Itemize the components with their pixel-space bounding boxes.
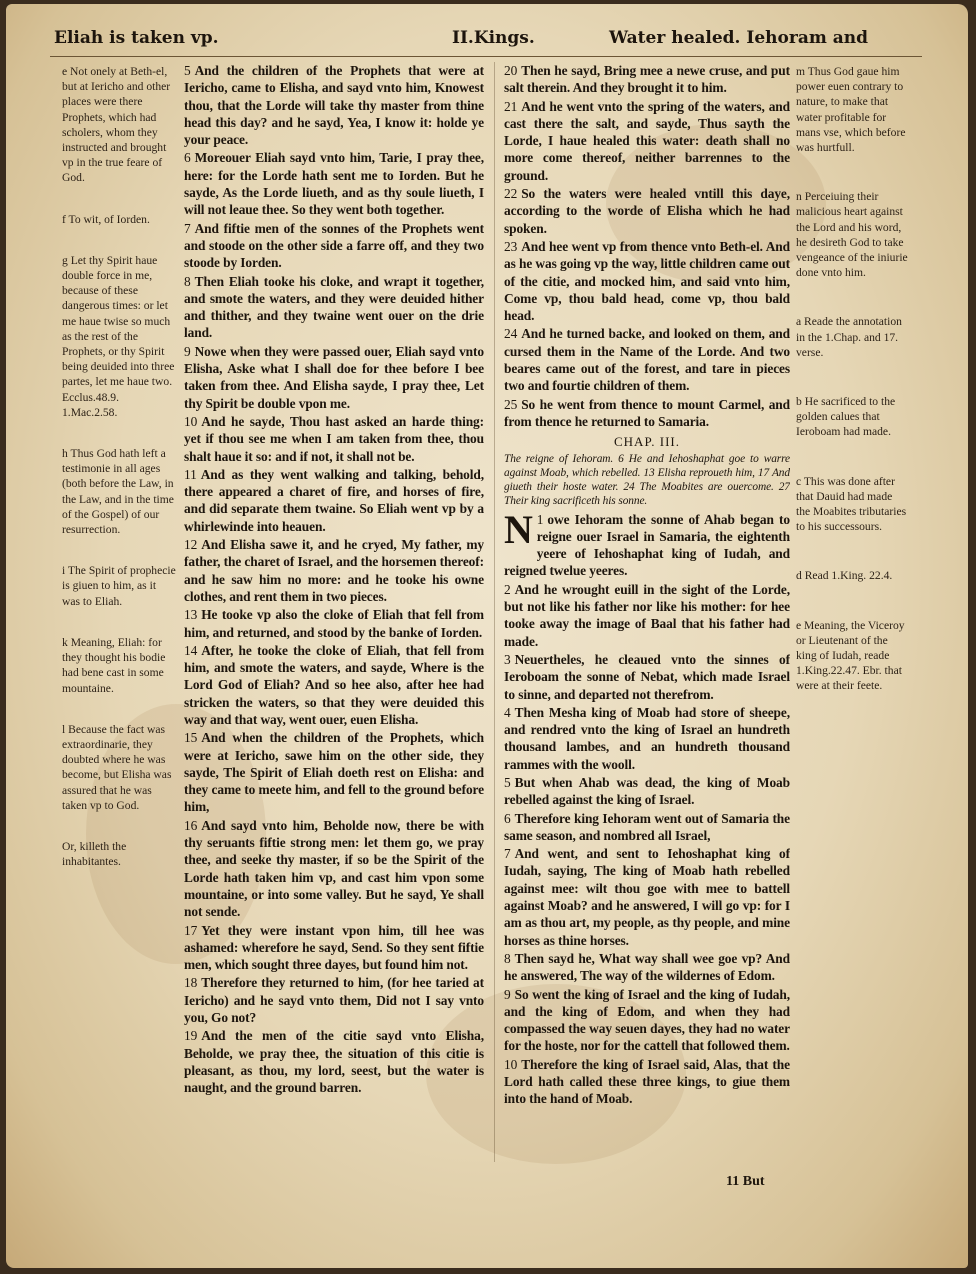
left-text-column — [184, 62, 484, 1172]
verse-number: 22 — [504, 186, 518, 202]
verse-text: Then Mesha king of Moab had store of sheepe, and rendred vnto the king of Israel an hundreth thousand lambes, and an hundreth thousand rammes with the wooll. — [504, 704, 790, 772]
verse — [504, 62, 790, 97]
header-rule — [50, 56, 922, 57]
book-page — [6, 4, 968, 1268]
verse — [184, 273, 484, 342]
verse-text: And he sayde, Thou hast asked an harde thing: yet if thou see me when I am taken from thee, thou shalt haue it so: and if not, it shall not be. — [184, 413, 484, 464]
verse-number: 4 — [504, 704, 511, 720]
verse-number: 1 — [536, 511, 544, 527]
verse-text: After, he tooke the cloke of Eliah, that fell from him, and smote the waters, and sayde, Where is the Lord God of Eliah? And so hee also, after hee had stricken the waters, so that they were deuided this way and that way, went ouer, euen Elisha. — [184, 642, 484, 727]
verse-text: And fiftie men of the sonnes of the Prophets went and stoode on the other side a farre off, and they two stoode by Iorden. — [184, 220, 484, 271]
catchword: 11 But — [726, 1174, 765, 1189]
verse — [184, 149, 484, 218]
margin-note: e Meaning, the Viceroy or Lieutenant of the king of Iudah, reade 1.King.22.47. Ebr. that were at their feete. — [796, 618, 905, 693]
verse — [184, 974, 484, 1026]
margin-note: m Thus God gaue him power euen contrary to nature, to make that water profitable for mans vse, which before was hurtfull. — [796, 65, 906, 155]
verse — [504, 1056, 790, 1108]
margin-note: k Meaning, Eliah: for they thought his bodie had bene cast in some mountaine. — [62, 635, 166, 695]
running-header — [6, 20, 968, 54]
verse-text: And the men of the citie sayd vnto Elisha, Beholde, we pray thee, the situation of this citie is pleasant, as thou, my lord, seest, but the water is naught, and the ground barren. — [184, 1028, 484, 1096]
verse-text: Neuertheles, he cleaued vnto the sinnes of Ieroboam the sonne of Nebat, which made Israel to sinne, and departed not therefrom. — [504, 651, 790, 702]
verse — [184, 817, 484, 921]
header-right: Water healed. Iehoram and — [609, 28, 868, 48]
verse-text: And he turned backe, and looked on them, and cursed them in the Name of the Lorde. And two beares came out of the forest, and tare in pieces two and fourtie children of them. — [504, 326, 790, 394]
verse-text: Yet they were instant vpon him, till hee was ashamed: wherefore he sayd, Send. So they sent fiftie men, which sought three dayes, but found him not. — [184, 922, 484, 973]
verse-text: And he wrought euill in the sight of the Lorde, but not like his father nor like his mother: for hee tooke away the image of Baal that his father had made. — [504, 581, 790, 649]
verse-number: 3 — [504, 651, 511, 667]
verse-number: 18 — [184, 975, 198, 991]
verse-number: 14 — [184, 642, 198, 658]
verse-number: 12 — [184, 537, 198, 553]
verse — [504, 238, 790, 324]
verse-number: 11 — [184, 466, 197, 482]
verse-number: 15 — [184, 730, 198, 746]
margin-note: l Because the fact was extraordinarie, they doubted where he was become, but Elisha was assured that he was taken vp to God. — [62, 722, 172, 812]
header-book-title: II.Kings. — [452, 28, 535, 48]
margin-note: d Read 1.King. 22.4. — [796, 569, 893, 583]
drop-cap: N — [504, 506, 533, 552]
verse — [184, 413, 484, 465]
verse-number: 8 — [504, 950, 511, 966]
verse-text: So he went from thence to mount Carmel, and from thence he returned to Samaria. — [504, 396, 790, 429]
verse-number: 24 — [504, 326, 518, 342]
verse-number: 5 — [504, 774, 511, 790]
verse-text: So went the king of Israel and the king of Iudah, and the king of Edom, and when they had compassed the way seuen dayes, they had no water for the hoste, nor for the cattell that followed them. — [504, 986, 790, 1054]
verse-number: 23 — [504, 238, 518, 254]
verse-number: 25 — [504, 396, 518, 412]
margin-note: c This was done after that Dauid had made the Moabites tributaries to his successours. — [796, 474, 907, 534]
verse — [184, 922, 484, 974]
verse-text: Therefore the king of Israel said, Alas, that the Lord hath called these three kings, to giue them into the hand of Moab. — [504, 1056, 790, 1107]
column-divider — [494, 62, 495, 1162]
verse — [504, 704, 790, 773]
chapter-title: CHAP. III. — [614, 434, 680, 450]
verse — [504, 810, 790, 845]
verse — [184, 62, 484, 148]
verse-number: 13 — [184, 607, 198, 623]
verse — [184, 1027, 484, 1096]
verse-text: Therefore king Iehoram went out of Samaria the same season, and nombred all Israel, — [504, 810, 790, 843]
verse-text: Moreouer Eliah sayd vnto him, Tarie, I pray thee, here: for the Lorde hath sent me to Iorden. But he sayde, As the Lorde liueth, and as thy soule liueth, I will not leaue thee. So they went both together. — [184, 150, 484, 218]
verse-number: 2 — [504, 581, 511, 597]
verse-text: Nowe when they were passed ouer, Eliah sayd vnto Elisha, Aske what I shall doe for thee before I bee taken from thee. And Elisha sayde, I pray thee, Let thy Spirit be double vpon me. — [184, 343, 484, 411]
verse — [184, 466, 484, 535]
verse — [504, 185, 790, 237]
verse-number: 6 — [504, 810, 511, 826]
verse-text: And went, and sent to Iehoshaphat king of Iudah, saying, The king of Moab hath rebelled against mee: wilt thou goe with mee to battell against Moab? and he answered, I will go vp: for I am as thou art, my people, as thy people, and mine horses as thine horses. — [504, 846, 790, 948]
verse-text: But when Ahab was dead, the king of Moab rebelled against the king of Israel. — [504, 774, 790, 808]
verse-number: 21 — [504, 98, 518, 114]
margin-note: b He sacrificed to the golden calues that Ieroboam had made. — [796, 395, 896, 439]
verse-number: 9 — [504, 986, 511, 1002]
verse-number: 7 — [504, 846, 511, 862]
left-margin-notes — [62, 64, 176, 1194]
header-left: Eliah is taken vp. — [54, 28, 219, 48]
margin-note: i The Spirit of prophecie is giuen to him, as it was to Eliah. — [62, 564, 176, 608]
verse-number: 16 — [184, 817, 198, 833]
verse-text: And Elisha sawe it, and he cryed, My father, my father, the charet of Israel, and the horsemen thereof: and he saw him no more: and he tooke his owne clothes, and rent them in two pieces. — [184, 537, 484, 604]
verse — [504, 845, 790, 949]
verse — [504, 774, 790, 809]
verse-number: 19 — [184, 1028, 198, 1044]
verse-number: 7 — [184, 220, 191, 236]
verse-text: Then Eliah tooke his cloke, and wrapt it together, and smote the waters, and they were deuided hither and thither, and they twaine went ouer on the drie land. — [184, 273, 484, 341]
verse-text: And when the children of the Prophets, which were at Iericho, sawe him on the other side, they sayde, The Spirit of Eliah doeth rest on Elisha: and they came to meete him, and fell to the ground before him, — [184, 730, 484, 815]
verse-text: And he went vnto the spring of the waters, and cast there the salt, and sayde, Thus sayth the Lorde, I haue healed this water: death shall no more come thereof, neither barrennes to the ground. — [504, 98, 790, 183]
verse — [184, 536, 484, 605]
verse — [504, 986, 790, 1055]
verse-number: 6 — [184, 150, 191, 166]
verse-text: So the waters were healed vntill this daye, according to the worde of Elisha which he had spoken. — [504, 186, 790, 236]
verse — [504, 950, 790, 985]
verse-text: Then he sayd, Bring mee a newe cruse, and put salt therein. And they brought it to him. — [504, 63, 790, 96]
verse-text: And the children of the Prophets that were at Iericho, came to Elisha, and sayd vnto him, Knowest thou, that the Lorde will take thy master from thine head this day? and he sayd, Yea, I know it: holde ye your peace. — [184, 63, 484, 148]
margin-note: e Not onely at Beth-el, but at Iericho and other places were there Prophets, which had scholers, whom they instructed and brought vp in the true feare of God. — [62, 65, 171, 185]
margin-note: g Let thy Spirit haue double force in me, because of these dangerous times: or let me haue twise so much as the rest of the Prophets, or thy Spirit being deuided into three partes, let me haue two. Ecclus.48.9. 1.Mac.2.58. — [62, 253, 175, 419]
verse-number: 8 — [184, 273, 191, 289]
verse — [184, 642, 484, 728]
verse-number: 17 — [184, 922, 198, 938]
margin-note: n Perceiuing their malicious heart against the Lord and his word, he desireth God to take vengeance of the iniurie done vnto him. — [796, 190, 908, 280]
verse-text: He tooke vp also the cloke of Eliah that fell from him, and returned, and stood by the banke of Iorden. — [184, 607, 484, 640]
verse-number: 10 — [504, 1056, 518, 1072]
margin-note: h Thus God hath left a testimonie in all ages (both before the Law, in the Law, and in the time of the Gospel) of our resurrection. — [62, 447, 174, 537]
verse-number: 5 — [184, 63, 191, 78]
verse-text: owe Iehoram the sonne of Ahab began to reigne ouer Israel in Samaria, the eightenth yeere of Iehoshaphat king of Iudah, and reigned twelue yeeres. — [504, 511, 790, 579]
verse — [184, 729, 484, 815]
verse-text: And hee went vp from thence vnto Beth-el. And as he was going vp the way, little children came out of the citie, and mocked him, and said vnto him, Come vp, thou bald head, come vp, thou bald head. — [504, 238, 790, 324]
margin-note: Or, killeth the inhabitantes. — [62, 839, 127, 869]
verse — [504, 98, 790, 184]
verse-text: Then sayd he, What way shall wee goe vp? And he answered, The way of the wildernes of Edom. — [504, 950, 790, 984]
right-text-column — [504, 62, 790, 1172]
verse-text: Therefore they returned to him, (for hee taried at Iericho) and he sayd vnto them, Did not I say vnto you, Go not? — [184, 975, 484, 1026]
margin-note: a Reade the annotation in the 1.Chap. and 17. verse. — [796, 315, 902, 359]
verse — [504, 396, 790, 431]
verse — [184, 220, 484, 272]
verse-number: 10 — [184, 413, 198, 429]
verse — [504, 581, 790, 650]
verse — [504, 506, 790, 580]
verse — [504, 325, 790, 394]
verse — [184, 606, 484, 641]
verse — [504, 651, 790, 703]
verse — [184, 343, 484, 412]
margin-note: f To wit, of Iorden. — [62, 212, 150, 226]
right-margin-notes — [796, 64, 908, 1194]
verse-text: And sayd vnto him, Beholde now, there be with thy seruants fiftie strong men: let them go, we pray thee, and seeke thy master, if so be the Spirit of the Lorde hath taken him vp, and cast him vpon some mountaine, or into some valley. But he sayd, Ye shall not sende. — [184, 817, 484, 920]
verse-text: And as they went walking and talking, behold, there appeared a charet of fire, and horses of fire, and did separate them twaine. So Eliah went vp by a whirlewinde into heauen. — [184, 466, 484, 534]
chapter-summary: The reigne of Iehoram. 6 He and Iehoshaphat goe to warre against Moab, which rebelled. 13 Elisha reproueth him, 17 And giueth their hoste water. 24 The Moabites are ouercome. 27 Their king sacrificeth his sonne. — [504, 452, 790, 507]
verse-number: 20 — [504, 63, 518, 78]
verse-number: 9 — [184, 343, 191, 359]
